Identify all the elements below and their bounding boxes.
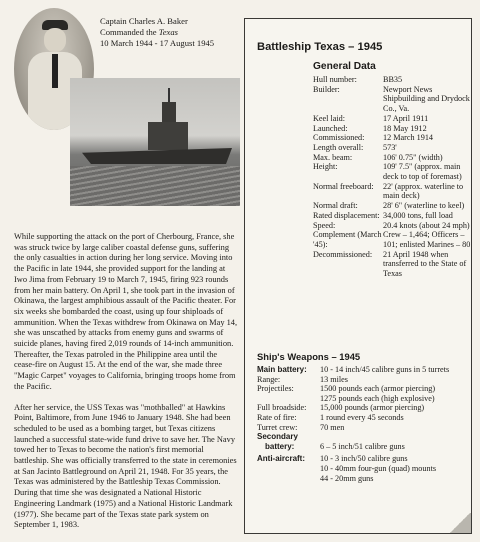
general-data-value: 28' 6" (waterline to keel) bbox=[383, 201, 465, 211]
weapon-row: Full broadside: 15,000 pounds (armor piercing) bbox=[257, 403, 425, 413]
general-data-value: Crew – 1,464; Officers – 101; enlisted Marines – 80 bbox=[383, 230, 471, 249]
general-data-value: BB35 bbox=[383, 75, 403, 84]
general-data-value: 34,000 tons, full load bbox=[383, 210, 453, 220]
portrait-caption bbox=[100, 16, 230, 49]
general-data-label: Height: bbox=[313, 162, 338, 172]
general-data-row bbox=[313, 114, 471, 124]
general-data-label: Keel laid: bbox=[313, 113, 346, 123]
general-data-list bbox=[313, 75, 471, 279]
general-data-value: 22' (approx. waterline to main deck) bbox=[383, 181, 464, 201]
general-data-label: Normal freeboard: bbox=[313, 181, 374, 191]
general-data-row bbox=[313, 85, 471, 114]
general-data-value: 18 May 1912 bbox=[383, 123, 427, 133]
general-data-value: 106' 0.75" (width) bbox=[383, 152, 443, 162]
general-data-label: Speed: bbox=[313, 220, 336, 230]
general-data-label: Launched: bbox=[313, 123, 348, 133]
caption-command: Commanded the Texas bbox=[100, 27, 178, 37]
weapons-title: Ship's Weapons – 1945 bbox=[257, 351, 361, 362]
general-data-label: Hull number: bbox=[313, 75, 357, 84]
general-data-row bbox=[313, 75, 471, 85]
general-data-label: Complement (March '45): bbox=[313, 230, 382, 249]
weapon-row: Turret crew: 70 men bbox=[257, 422, 345, 432]
general-data-row bbox=[313, 143, 471, 153]
general-data-row bbox=[313, 133, 471, 143]
general-data-label: Length overall: bbox=[313, 142, 364, 152]
weapon-row: battery: 6 – 5 inch/51 calibre guns bbox=[265, 441, 405, 451]
general-data-value: 109' 7.5" (approx. main deck to top of foremast) bbox=[383, 162, 462, 182]
general-data-title: General Data bbox=[313, 61, 376, 72]
weapon-row: Secondary bbox=[257, 432, 298, 442]
general-data-label: Decommissioned: bbox=[313, 249, 373, 259]
general-data-label: Rated displacement: bbox=[313, 210, 380, 220]
battleship-photo bbox=[70, 78, 240, 206]
article-paragraph-2: After her service, the USS Texas was "mothballed" at Hawkins Point, Baltimore, from June 1946 to January 1948. She had been scheduled to be used as a bombing target, but Texas citizens launched a successful state-wide fund drive to save her. The Navy towed her to Texas to become the nation's first memorial battleship. She was officially transferred to the state in ceremonies at San Jacinto Battleground on April 21, 1948. For 35 years, the Texas was administered by the Battleship Texas Commission. During that time she was designated a National Historic Engineering Landmark (1975) and a National Historic Landmark (1977). She became part of the Texas state park system on September 1, 1983. bbox=[14, 402, 237, 530]
general-data-row bbox=[313, 124, 471, 134]
general-data-value: 20.4 knots (about 24 mph) bbox=[383, 220, 470, 230]
general-data-label: Max. beam: bbox=[313, 152, 353, 162]
weapon-row: Range: 13 miles bbox=[257, 374, 348, 384]
weapon-row: 1275 pounds each (high explosive) bbox=[320, 393, 435, 403]
general-data-row bbox=[313, 162, 471, 181]
history-article bbox=[14, 232, 240, 541]
general-data-label: Normal draft: bbox=[313, 201, 358, 211]
general-data-row bbox=[313, 153, 471, 163]
weapon-row: 10 - 40mm four-gun (quad) mounts bbox=[320, 463, 437, 473]
weapon-row: Main battery: 10 - 14 inch/45 calibre guns in 5 turrets bbox=[257, 365, 450, 374]
general-data-value: 17 April 1911 bbox=[383, 113, 429, 123]
general-data-label: Builder: bbox=[313, 84, 340, 94]
article-paragraph-1: While supporting the attack on the port of Cherbourg, France, she was struck twice by large caliber coastal defense guns, suffering the only casualties in action during her long service. Moving into the Pacific in late 1944, she provided support for the landing at Iwo Jima from February 19 to March 7, 1945, firing 923 rounds from her main battery. On April 1, she took part in the invasion of Okinawa, the largest amphibious assault of the Pacific theater. For six weeks she bombarded the coast, using up four shiploads of ammunition. When the Texas withdrew from Okinawa on May 14, she was unscathed by attacks from enemy guns and swarms of suicide planes, having fired 2,019 rounds of 14-inch ammunition. Thereafter, the Texas patroled in the Philippine area until the cease-fire on August 15. At the end of the war, she made three "Magic Carpet" voyages to California, bringing troops home from the Pacific. bbox=[14, 232, 238, 391]
general-data-value: 21 April 1948 when transferred to the State of Texas bbox=[383, 249, 467, 279]
page-curl bbox=[449, 513, 471, 533]
general-data-row bbox=[313, 250, 471, 279]
general-data-value: 12 March 1914 bbox=[383, 133, 434, 143]
caption-name: Captain Charles A. Baker bbox=[100, 16, 188, 26]
general-data-row bbox=[313, 230, 471, 249]
general-data-value: Newport News Shipbuilding and Drydock Co., Va. bbox=[383, 84, 470, 114]
weapon-row: 44 - 20mm guns bbox=[320, 473, 374, 483]
caption-dates: 10 March 1944 - 17 August 1945 bbox=[100, 38, 215, 48]
general-data-row bbox=[313, 182, 471, 201]
general-data-label: Commissioned: bbox=[313, 133, 365, 143]
box-title: Battleship Texas – 1945 bbox=[257, 41, 383, 53]
general-data-value: 573' bbox=[383, 142, 397, 152]
general-data-row bbox=[313, 201, 471, 211]
battleship-facts-box bbox=[244, 18, 472, 534]
weapon-row: Projectiles: 1500 pounds each (armor piercing) bbox=[257, 384, 436, 394]
general-data-row bbox=[313, 211, 471, 221]
weapon-row: Anti-aircraft: 10 - 3 inch/50 calibre guns bbox=[257, 454, 408, 464]
general-data-row bbox=[313, 221, 471, 231]
weapon-row: Rate of fire: 1 round every 45 seconds bbox=[257, 412, 404, 422]
weapons-list bbox=[257, 365, 471, 483]
